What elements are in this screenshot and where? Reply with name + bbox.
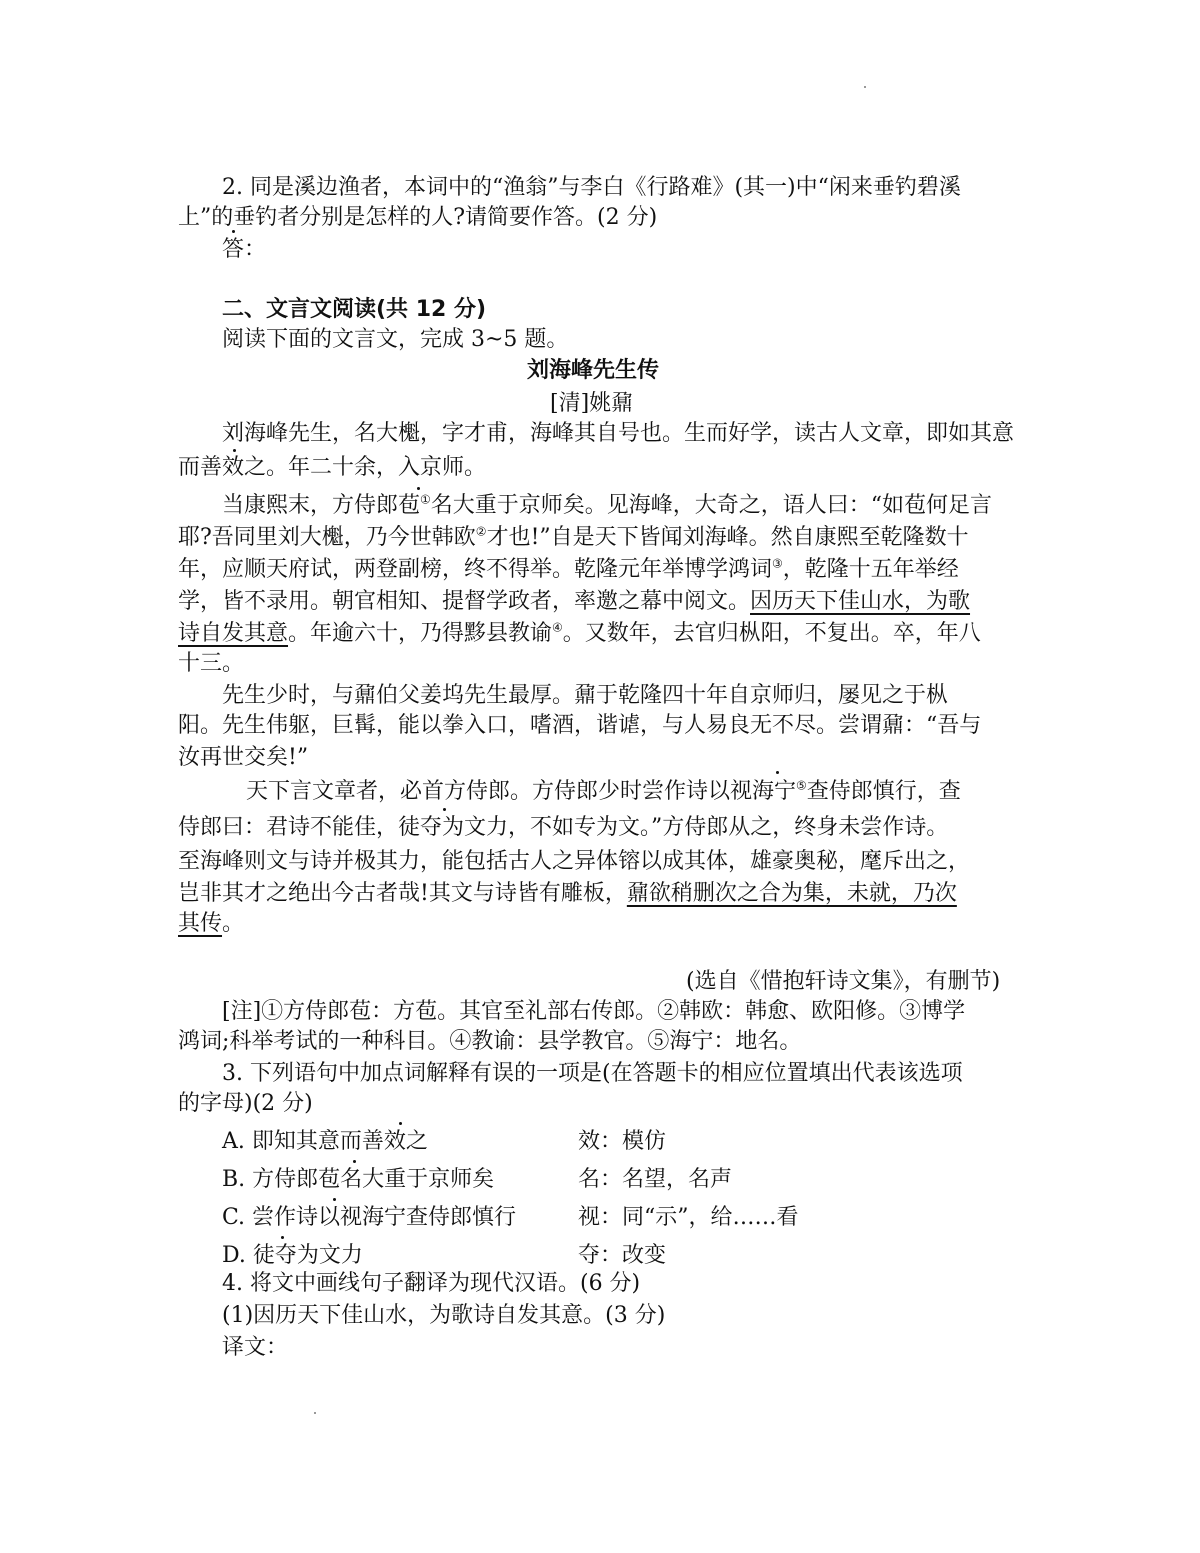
passage-line: 岂非其才之绝出今古者哉!其文与诗皆有雕板，鼐欲稍删次之合为集，未就，乃次 — [178, 881, 957, 906]
underlined-sentence-1-end: 诗自发其意 — [178, 621, 289, 646]
passage-line: 诗自发其意。年逾六十，乃得黟县教谕④。又数年，去官归枞阳，不复出。卒，年八 — [178, 620, 981, 646]
passage-title: 刘海峰先生传 — [527, 358, 660, 383]
passage-line: 刘海峰先生，名大櫆，字才甫，海峰其自号也。生而好学，读古人文章，即如其意 — [222, 421, 1015, 446]
passage-line: 其传。 — [178, 911, 245, 936]
passage-source: (选自《惜抱轩诗文集》，有删节) — [686, 969, 1001, 994]
emphasis-dot — [333, 1198, 336, 1201]
q2-line2: 上”的垂钓者分别是怎样的人?请简要作答。(2 分) — [178, 205, 658, 230]
q3-option-c: C. 尝作诗以视海宁查侍郎慎行 — [222, 1205, 517, 1230]
passage-line: 侍郎曰：君诗不能佳，徒夺为文力，不如专为文。”方侍郎从之，终身未尝作诗。 — [178, 815, 949, 840]
q3-line2: 的字母)(2 分) — [178, 1091, 313, 1116]
q2-answer-label: 答： — [222, 237, 267, 262]
passage-line: 当康熙末，方侍郎苞①名大重于京师矣。见海峰，大奇之，语人曰：“如苞何足言 — [222, 492, 993, 518]
emphasis-dot — [399, 1122, 402, 1125]
passage-line: 而善效之。年二十余，入京师。 — [178, 455, 487, 480]
passage-line: 先生少时，与鼐伯父姜坞先生最厚。鼐于乾隆四十年自京师归，屡见之于枞 — [222, 683, 949, 708]
q4-translation-label: 译文： — [222, 1335, 289, 1360]
emphasis-dot — [776, 771, 779, 774]
q2-line1: 2. 同是溪边渔者，本词中的“渔翁”与李白《行路难》(其一)中“闲来垂钓碧溪 — [222, 175, 961, 200]
q3-option-d: D. 徒夺为文力 — [222, 1243, 363, 1268]
notes-line: 鸿词;科举考试的一种科目。④教谕：县学教官。⑤海宁：地名。 — [178, 1029, 802, 1054]
notes-line: [注]①方侍郎苞：方苞。其官至礼部右传郎。②韩欧：韩愈、欧阳修。③博学 — [222, 999, 966, 1024]
q3-option-a: A. 即知其意而善效之 — [222, 1129, 428, 1154]
q3-option-b: B. 方侍郎苞名大重于京师矣 — [222, 1167, 495, 1192]
emphasis-dot — [232, 230, 235, 233]
q4-sub1: (1)因历天下佳山水，为歌诗自发其意。(3 分) — [222, 1303, 666, 1328]
q3-line1: 3. 下列语句中加点词解释有误的一项是(在答题卡的相应位置填出代表该选项 — [222, 1061, 963, 1086]
note-mark: ⑤ — [796, 778, 807, 793]
section-heading: 二、文言文阅读(共 12 分) — [222, 297, 487, 322]
note-mark: ② — [475, 524, 487, 539]
emphasis-dot — [281, 1236, 284, 1239]
passage-line: 年，应顺天府试，两登副榜，终不得举。乾隆元年举博学鸿词③，乾隆十五年举经 — [178, 556, 959, 582]
underlined-sentence-1: 因历天下佳山水，为歌 — [750, 589, 971, 614]
emphasis-dot — [443, 808, 446, 811]
q3-option-d-definition: 夺：改变 — [578, 1243, 667, 1268]
passage-line: 十三。 — [178, 651, 245, 676]
note-mark: ④ — [552, 620, 563, 635]
q3-option-b-definition: 名：名望，名声 — [578, 1167, 733, 1192]
scan-speck — [314, 1412, 316, 1414]
passage-line: 汝再世交矣!” — [178, 745, 309, 770]
underlined-sentence-2: 鼐欲稍删次之合为集，未就，乃次 — [626, 881, 957, 906]
section-instruction: 阅读下面的文言文，完成 3~5 题。 — [222, 327, 569, 352]
note-mark: ① — [420, 492, 431, 507]
emphasis-dot — [353, 1160, 356, 1163]
passage-line: 天下言文章者，必首方侍郎。方侍郎少时尝作诗以视海宁⑤查侍郎慎行，查 — [246, 778, 961, 804]
passage-line: 阳。先生伟躯，巨髯，能以拳入口，嗜酒，谐谑，与人易良无不尽。尝谓鼐：“吾与 — [178, 713, 982, 738]
underlined-sentence-2-end: 其传 — [178, 911, 223, 936]
q4-line1: 4. 将文中画线句子翻译为现代汉语。(6 分) — [222, 1271, 641, 1296]
passage-line: 学，皆不录用。朝官相知、提督学政者，率邀之幕中阅文。因历天下佳山水，为歌 — [178, 589, 971, 614]
scan-speck — [864, 86, 866, 88]
passage-author: [清]姚鼐 — [550, 391, 634, 416]
q3-option-c-definition: 视：同“示”，给……看 — [578, 1205, 799, 1230]
passage-line: 耶?吾同里刘大櫆，乃今世韩欧②才也!”自是天下皆闻刘海峰。然自康熙至乾隆数十 — [178, 524, 969, 550]
q3-option-a-definition: 效：模仿 — [578, 1129, 667, 1154]
note-mark: ③ — [772, 556, 783, 571]
passage-line: 至海峰则文与诗并极其力，能包括古人之异体镕以成其体，雄豪奥秘，麾斥出之， — [178, 849, 971, 874]
